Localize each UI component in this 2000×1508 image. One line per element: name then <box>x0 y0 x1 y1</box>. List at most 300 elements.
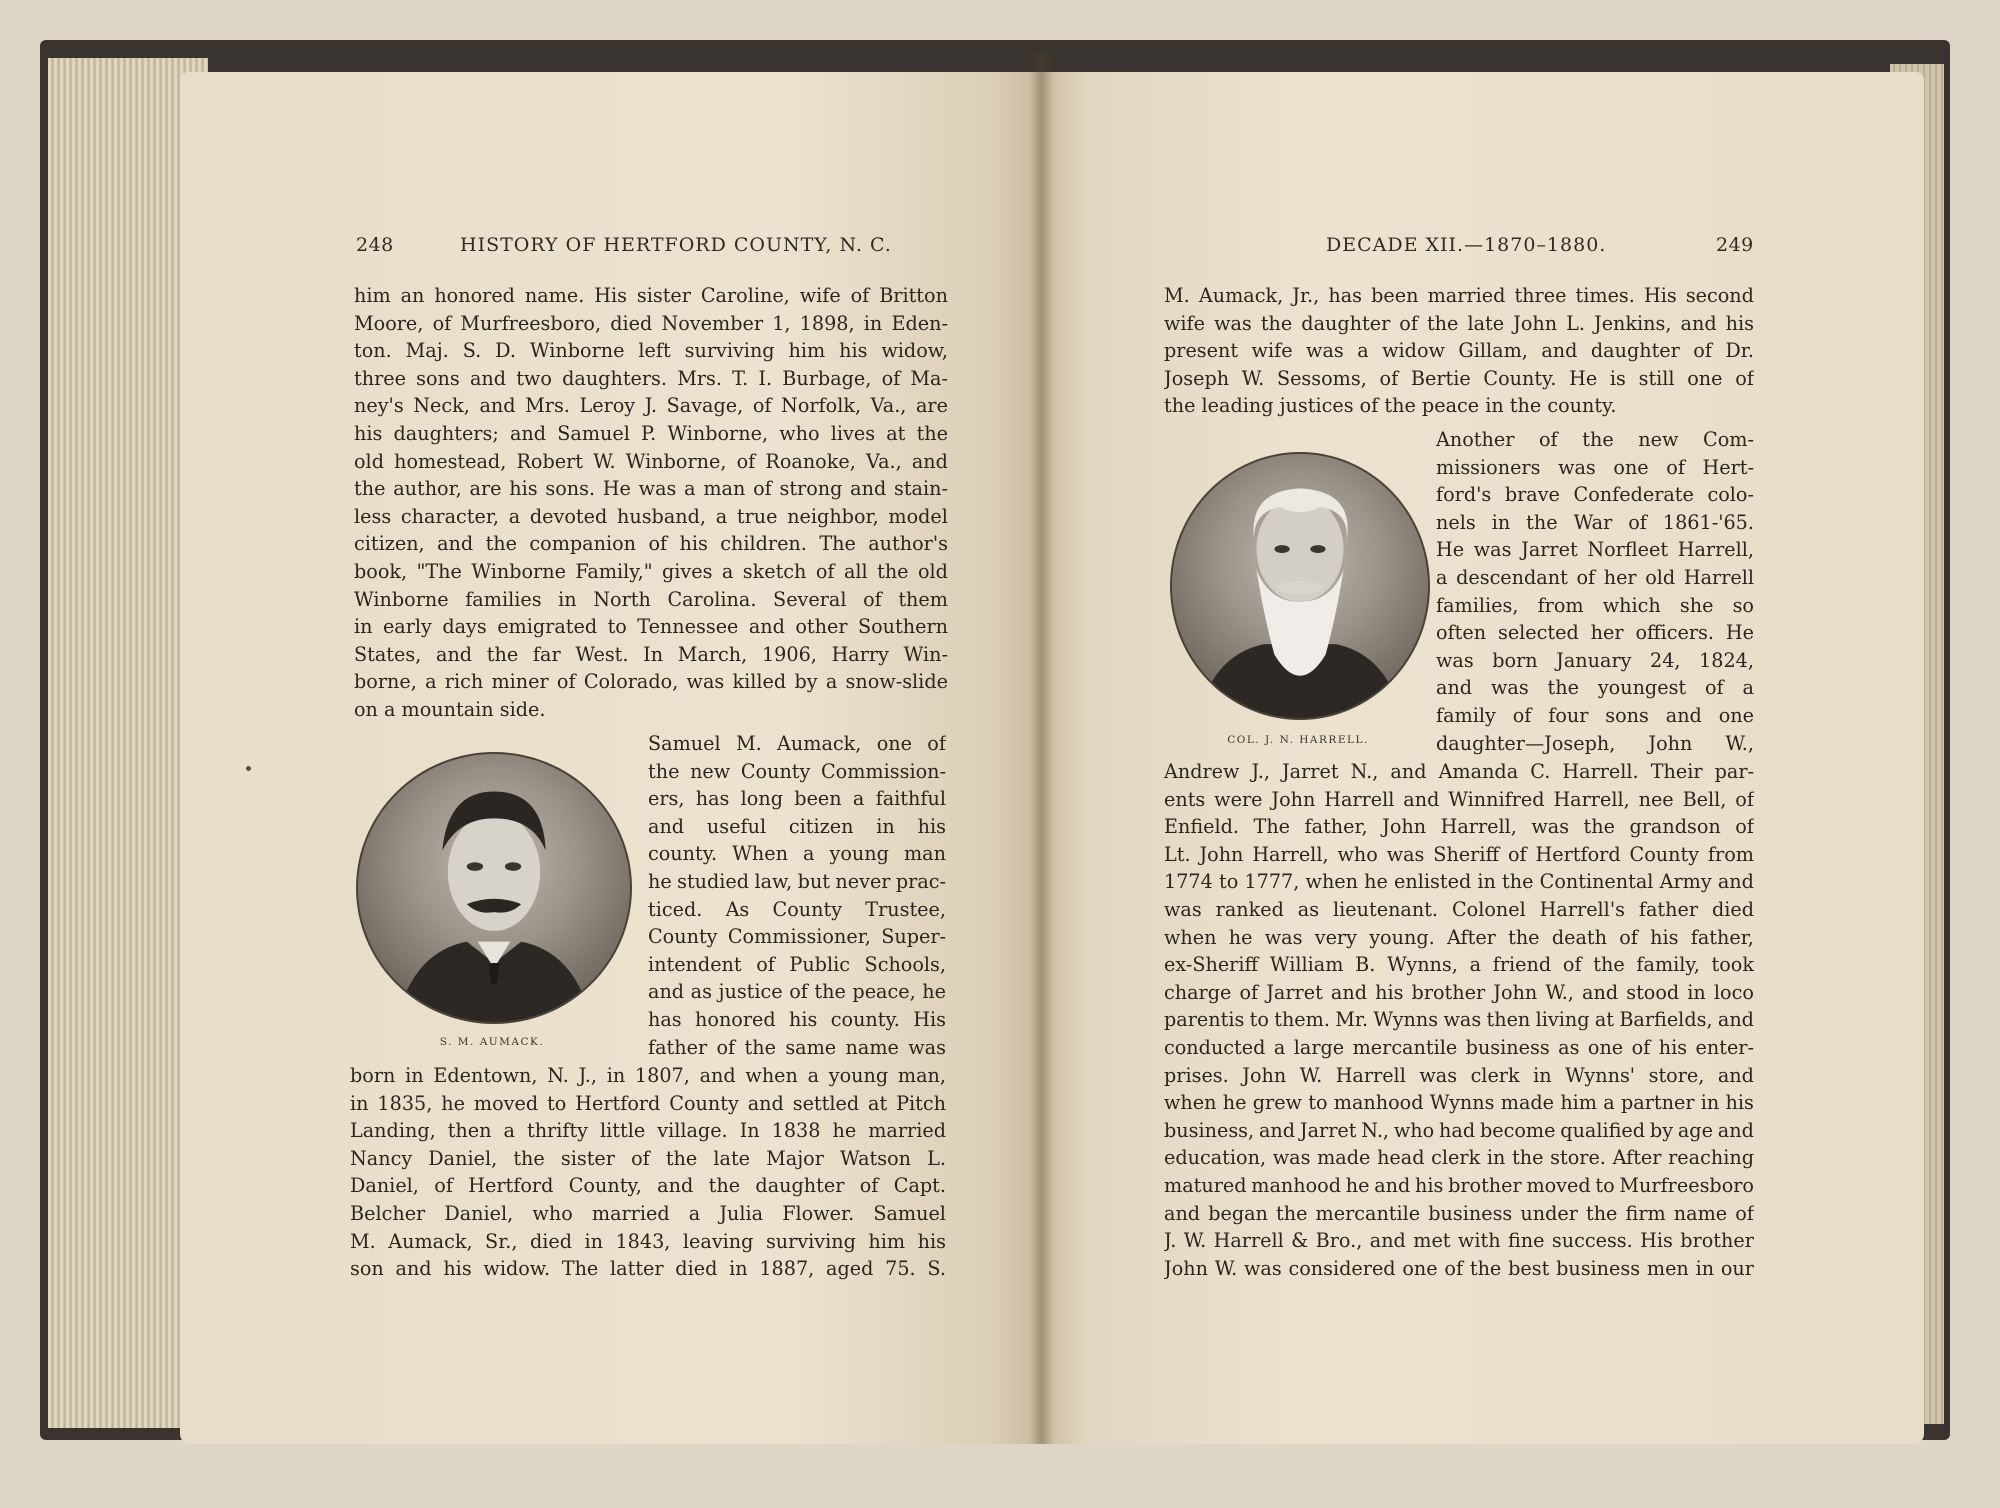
text-line <box>354 668 948 696</box>
word: John <box>1513 311 1558 335</box>
word: and <box>699 1064 736 1087</box>
word: our <box>1720 1256 1754 1280</box>
word: clerk <box>1470 1063 1520 1087</box>
word: John <box>1199 842 1244 866</box>
word: father, <box>1304 815 1368 839</box>
word: a <box>1603 1091 1615 1115</box>
word: and <box>1330 980 1367 1004</box>
text-line <box>1436 702 1754 730</box>
word: which <box>1602 593 1661 617</box>
text-line <box>1164 1172 1754 1200</box>
word: Super- <box>881 925 946 949</box>
word: officers. <box>1635 621 1714 645</box>
word: 1843, <box>615 1229 671 1253</box>
word: new <box>1638 428 1679 451</box>
text-line <box>1164 1200 1754 1228</box>
word: by <box>794 670 818 694</box>
word: the <box>1502 870 1534 894</box>
word: the <box>648 759 680 783</box>
word: of <box>1628 510 1647 534</box>
word: nels <box>1436 510 1476 534</box>
word: early <box>382 615 432 639</box>
text-line <box>648 785 946 813</box>
word: of <box>1693 339 1712 363</box>
word: a <box>825 670 838 694</box>
text-line <box>1164 896 1754 924</box>
word: who <box>532 1201 573 1225</box>
word: his <box>917 1229 946 1253</box>
word: a <box>715 504 728 528</box>
word: County <box>648 925 718 949</box>
ink-speck <box>246 766 251 771</box>
text-line <box>648 758 946 786</box>
word: them. <box>1274 1008 1330 1032</box>
word: November <box>661 311 764 335</box>
word: Leroy <box>579 394 636 418</box>
text-line <box>648 923 946 951</box>
word: made <box>1317 1146 1371 1170</box>
left-paragraph-1 <box>354 282 948 724</box>
word: County, <box>568 1174 642 1198</box>
text-line <box>354 586 948 614</box>
word: of <box>1735 1201 1754 1225</box>
word: the <box>513 1146 545 1170</box>
word: county. <box>648 842 718 866</box>
word: Pitch <box>896 1091 946 1115</box>
word: and <box>1164 1201 1201 1225</box>
word: has <box>695 787 730 811</box>
word: he <box>441 1091 465 1115</box>
word: W. <box>1299 1063 1323 1087</box>
word: C. <box>1530 760 1551 783</box>
word: wife <box>1164 311 1206 335</box>
word: of <box>789 980 808 1004</box>
text-line <box>354 503 948 531</box>
word: L. <box>1566 311 1585 335</box>
word: 1774 <box>1164 870 1213 894</box>
text-line <box>350 1062 946 1090</box>
word: the <box>1276 1201 1308 1225</box>
word: his <box>1650 925 1679 949</box>
word: the <box>708 1174 741 1198</box>
word: the <box>1585 1201 1618 1225</box>
word: died <box>610 311 653 335</box>
word: and <box>1717 870 1754 894</box>
word: The <box>819 532 856 556</box>
left-side-text <box>648 730 946 1061</box>
word: John <box>1242 1063 1287 1087</box>
text-line <box>648 868 946 896</box>
word: lieutenant. <box>1333 897 1439 921</box>
word: and <box>1541 339 1578 363</box>
text-line <box>1164 1255 1754 1283</box>
word: of <box>1399 311 1418 335</box>
word: of <box>815 559 835 583</box>
word: in <box>584 1229 603 1253</box>
word: a <box>803 842 815 866</box>
word: Lt. <box>1164 842 1191 866</box>
word: families <box>465 587 542 611</box>
word: an <box>400 284 425 307</box>
word: His <box>1643 284 1677 307</box>
word: new <box>690 759 731 783</box>
text-line <box>648 813 946 841</box>
word: and <box>648 814 685 838</box>
word: 1898, <box>799 311 855 335</box>
word: Mrs. <box>525 394 570 418</box>
word: Daniel, <box>428 1146 498 1170</box>
word: Com- <box>1703 428 1754 451</box>
word: book, <box>354 559 408 583</box>
word: of <box>631 1146 650 1170</box>
word: youngest <box>1597 676 1687 700</box>
word: store, <box>1648 1063 1705 1087</box>
word: he <box>1228 925 1253 949</box>
word: surviving <box>765 1229 856 1253</box>
word: author, <box>393 477 462 501</box>
word: of <box>736 449 756 473</box>
text-line <box>1164 1227 1754 1255</box>
word: were <box>1214 787 1263 811</box>
word: Neck, <box>413 394 470 418</box>
text-line <box>350 1117 946 1145</box>
word: leaving <box>682 1229 754 1253</box>
word: of <box>1512 703 1532 727</box>
word: and <box>1717 1063 1754 1087</box>
word: lives <box>830 421 876 445</box>
word: Ma- <box>910 366 948 390</box>
word: was <box>1558 455 1596 479</box>
word: of <box>1538 428 1558 451</box>
word: his <box>509 477 538 501</box>
word: at <box>868 1091 888 1115</box>
text-line <box>350 1090 946 1118</box>
word: W., <box>1545 980 1574 1004</box>
word: January <box>1556 648 1632 672</box>
word: man, <box>897 1064 946 1087</box>
left-running-head: HISTORY OF HERTFORD COUNTY, N. C. <box>460 234 892 256</box>
word: moved <box>473 1091 539 1115</box>
word: the <box>1426 311 1459 335</box>
word: mercantile <box>1315 1201 1421 1225</box>
word: settled <box>792 1091 860 1115</box>
text-line <box>1164 1117 1754 1145</box>
word: long <box>740 787 784 811</box>
word: W. <box>593 449 616 473</box>
word: men <box>1646 1256 1689 1280</box>
word: of <box>1735 366 1754 390</box>
word: daughters. <box>562 366 667 390</box>
text-line <box>648 896 946 924</box>
word: of <box>1508 842 1527 866</box>
word: under <box>1520 1201 1578 1225</box>
word: mercantile <box>1352 1035 1458 1059</box>
right-bottom-text <box>1164 758 1754 1282</box>
word: his <box>1658 1035 1688 1059</box>
word: faithful <box>875 787 946 811</box>
word: when <box>1164 1091 1217 1115</box>
word: of <box>648 532 668 556</box>
word: Daniel, <box>350 1174 419 1198</box>
word: County <box>1629 842 1700 866</box>
word: M. <box>1164 284 1190 307</box>
right-top-text <box>1164 282 1754 420</box>
word: and <box>748 615 785 639</box>
word: is <box>1609 366 1626 390</box>
word: 1777, <box>1244 870 1300 894</box>
left-page-number: 248 <box>356 234 394 256</box>
word: a <box>503 1119 515 1143</box>
text-line <box>354 641 948 669</box>
word: less <box>354 504 392 528</box>
word: and <box>1680 311 1717 335</box>
word: them <box>898 587 948 611</box>
word: and <box>1717 1008 1754 1032</box>
word: of <box>434 1174 453 1198</box>
word: of <box>1705 676 1724 700</box>
word: Savage, <box>666 394 744 418</box>
word: his <box>1725 311 1754 335</box>
text-line <box>1436 509 1754 537</box>
word: very <box>1314 925 1357 949</box>
word: After <box>1446 925 1496 949</box>
word: of <box>556 670 576 694</box>
word: his <box>839 339 868 363</box>
right-running-head: DECADE XII.—1870–1880. <box>1326 234 1607 256</box>
word: young <box>828 1064 889 1087</box>
word: His <box>594 284 627 307</box>
right-side-text <box>1436 426 1754 757</box>
word: the <box>1582 428 1614 451</box>
word: brother <box>1411 980 1486 1004</box>
word: fine <box>1507 1229 1545 1253</box>
word: 1887, <box>759 1257 815 1281</box>
word: education, <box>1164 1146 1267 1170</box>
word: Harrell <box>1213 1229 1284 1253</box>
word: & <box>1291 1229 1309 1253</box>
word: was <box>1531 815 1570 839</box>
text-line <box>1436 481 1754 509</box>
word: business <box>1428 1201 1513 1225</box>
word: W. <box>1214 1256 1238 1280</box>
text-line <box>1164 1006 1754 1034</box>
word: in <box>876 814 895 838</box>
word: Dr. <box>1725 339 1754 363</box>
word: and <box>1436 676 1473 700</box>
text-line <box>1436 674 1754 702</box>
word: the <box>916 421 948 445</box>
word: all <box>843 559 868 583</box>
word: second <box>1685 284 1754 307</box>
word: times. <box>1575 284 1635 307</box>
word: ers, <box>648 787 685 811</box>
word: of <box>1666 455 1685 479</box>
word: Schools, <box>864 952 946 976</box>
word: he <box>1364 870 1388 894</box>
word: father <box>648 1035 708 1059</box>
word: families, <box>1436 593 1519 617</box>
word: enlisted <box>1394 870 1472 894</box>
word: County. <box>1483 366 1557 390</box>
word: he <box>648 869 672 893</box>
word: wife <box>1251 339 1293 363</box>
text-line <box>648 951 946 979</box>
word: Bell, <box>1682 787 1727 811</box>
word: his <box>917 814 946 838</box>
word: then <box>447 1119 492 1143</box>
word: killed <box>732 670 787 694</box>
word: Moore, <box>354 311 424 335</box>
text-line: the leading justices of the peace in the county. <box>1164 394 1617 418</box>
text-line <box>1164 786 1754 814</box>
harrell-portrait <box>1170 452 1430 720</box>
word: in <box>558 587 577 611</box>
word: John <box>1382 815 1427 839</box>
word: Family," <box>575 559 653 583</box>
word: partner <box>1621 1091 1695 1115</box>
word: L. <box>927 1146 946 1170</box>
word: and <box>1374 1173 1411 1197</box>
word: Amanda <box>1438 760 1519 783</box>
word: S. <box>927 1257 946 1281</box>
harrell-caption: COL. J. N. HARRELL. <box>1227 734 1369 746</box>
word: the <box>1508 925 1540 949</box>
word: Winborne, <box>667 421 769 445</box>
word: P. <box>641 421 657 445</box>
word: County <box>772 897 843 921</box>
word: companion <box>529 532 637 556</box>
text-line <box>1164 1144 1754 1172</box>
word: He <box>602 477 631 501</box>
word: far <box>532 642 561 666</box>
word: Samuel <box>648 732 721 755</box>
word: Roanoke, <box>765 449 856 473</box>
word: ents <box>1164 787 1206 811</box>
word: Robert <box>516 449 583 473</box>
word: one <box>876 732 912 755</box>
word: died <box>1711 897 1754 921</box>
word: and <box>1390 760 1427 783</box>
word: Norfolk, <box>781 394 862 418</box>
word: conducted <box>1164 1035 1266 1059</box>
word: W. <box>1241 366 1265 390</box>
word: old <box>917 559 948 583</box>
word: one <box>1687 366 1723 390</box>
word: Bro., <box>1315 1229 1363 1253</box>
word: When <box>732 842 788 866</box>
word: been <box>1371 284 1419 307</box>
word: After <box>1612 1146 1662 1170</box>
word: was <box>1244 1256 1282 1280</box>
text-line: on a mountain side. <box>354 697 546 721</box>
word: true <box>736 504 778 528</box>
word: As <box>725 897 750 921</box>
word: to <box>1595 1173 1615 1197</box>
word: of <box>850 284 870 307</box>
word: in <box>863 311 883 335</box>
word: devoted <box>529 504 608 528</box>
word: The <box>561 1257 599 1281</box>
text-line <box>354 282 948 310</box>
word: Jr., <box>1292 284 1320 307</box>
word: studied <box>677 869 750 893</box>
word: in <box>405 1064 424 1087</box>
word: aged <box>826 1257 874 1281</box>
word: married <box>868 1119 946 1143</box>
word: died <box>529 1229 572 1253</box>
word: at <box>886 421 906 445</box>
word: in <box>606 1064 626 1087</box>
word: the <box>486 642 519 666</box>
word: name <box>1673 1201 1728 1225</box>
word: Andrew <box>1164 760 1240 783</box>
word: ton. <box>354 339 392 363</box>
word: of <box>1379 366 1399 390</box>
word: a <box>425 670 437 694</box>
word: was <box>638 477 677 501</box>
word: children. <box>720 532 807 556</box>
word: Aumack, <box>1198 284 1284 307</box>
word: prac- <box>895 869 946 893</box>
word: Samuel <box>557 421 630 445</box>
word: Harrell. <box>1562 760 1639 783</box>
word: has <box>648 1007 682 1031</box>
word: him <box>788 339 826 363</box>
text-line <box>1164 979 1754 1007</box>
word: Harrell, <box>1677 538 1754 562</box>
word: he <box>1222 1091 1247 1115</box>
word: Army <box>1659 870 1712 894</box>
word: Win- <box>903 642 948 666</box>
word: was <box>1164 897 1202 921</box>
word: Hertford <box>468 1174 554 1198</box>
word: the <box>1260 311 1293 335</box>
text-line <box>648 840 946 868</box>
word: best <box>1508 1256 1550 1280</box>
word: M. <box>350 1229 376 1253</box>
word: county. <box>830 1007 900 1031</box>
word: Britton <box>879 284 948 307</box>
word: and <box>657 1174 694 1198</box>
word: the <box>744 1035 776 1059</box>
word: and <box>1665 703 1702 727</box>
word: in <box>1491 510 1511 534</box>
word: justice <box>718 980 783 1004</box>
word: of <box>1735 787 1754 811</box>
word: in <box>354 615 373 639</box>
text-line <box>648 730 946 758</box>
word: was <box>908 1035 946 1059</box>
word: He <box>1725 621 1754 645</box>
word: was <box>686 670 725 694</box>
word: matured <box>1164 1173 1247 1197</box>
word: three <box>354 366 406 390</box>
word: Trustee, <box>865 897 946 921</box>
word: wife <box>799 284 841 307</box>
word: when <box>1305 870 1359 894</box>
word: brave <box>1504 483 1560 507</box>
word: who <box>1393 1118 1435 1142</box>
word: Jarret <box>1266 980 1323 1004</box>
text-line <box>354 310 948 338</box>
word: of <box>716 1035 736 1059</box>
word: old <box>1645 565 1676 589</box>
word: grew <box>1252 1091 1302 1115</box>
word: widow, <box>881 339 948 363</box>
word: daughter <box>1590 339 1680 363</box>
right-page-number: 249 <box>1716 234 1754 256</box>
word: selected <box>1497 621 1579 645</box>
